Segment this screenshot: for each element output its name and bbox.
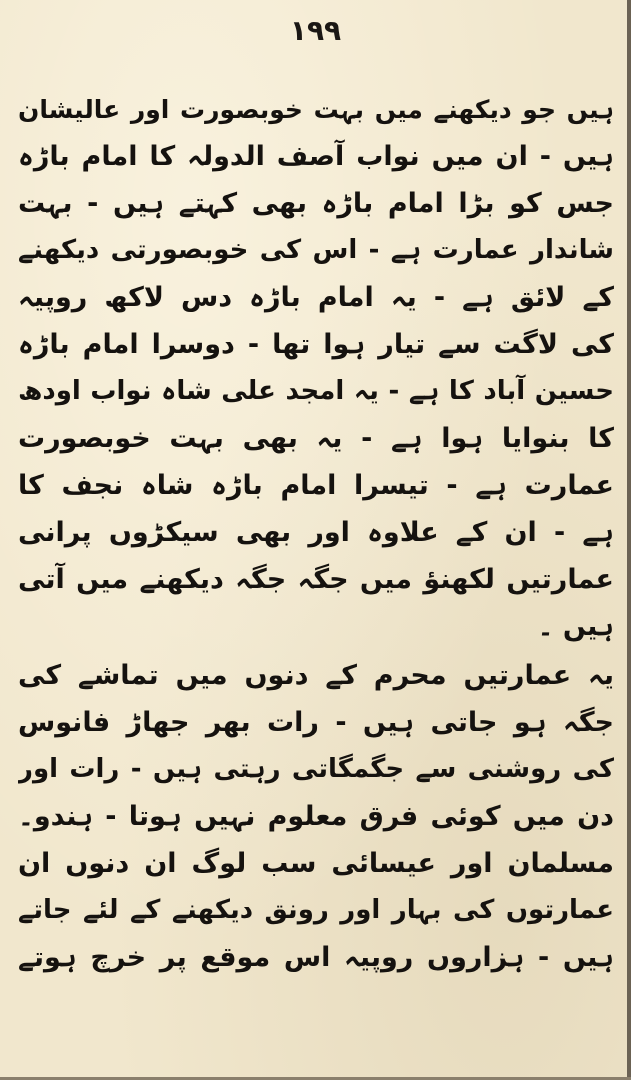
text-line: عمارتوں کی بہار اور رونق دیکھنے کے لئے جاتے	[18, 895, 614, 925]
text-line: ہیں جو دیکھنے میں بہت خوبصورت اور عالیشان	[18, 95, 614, 124]
page-body	[18, 86, 614, 981]
paragraph-1	[18, 86, 614, 650]
text-line: ہیں - ہزاروں روپیہ اس موقع پر خرچ ہوتے	[18, 942, 614, 973]
text-line: کے لائق ہے - یہ امام باڑہ دس لاکھ روپیہ	[18, 282, 614, 313]
text-line: کی روشنی سے جگمگاتی رہتی ہیں - رات اور	[18, 754, 614, 784]
text-line: ہیں ۔	[537, 611, 614, 642]
text-line: عمارت ہے - تیسرا امام باڑہ شاہ نجف کا	[18, 470, 614, 501]
text-line: کا بنوایا ہوا ہے - یہ بھی بہت خوبصورت	[18, 423, 614, 454]
text-line: ہیں - ان میں نواب آصف الدولہ کا امام باڑہ	[18, 141, 614, 172]
text-line: جگہ ہو جاتی ہیں - رات بھر جھاڑ فانوس	[18, 707, 614, 738]
text-line: شاندار عمارت ہے - اس کی خوبصورتی دیکھنے	[18, 235, 614, 265]
text-line: کی لاگت سے تیار ہوا تھا - دوسرا امام باڑہ	[18, 329, 614, 360]
page-number: ۱۹۹	[289, 14, 342, 47]
text-line: جس کو بڑا امام باڑہ بھی کہتے ہیں - بہت	[18, 188, 614, 219]
text-line: عمارتیں لکھنؤ میں جگہ جگہ دیکھنے میں آتی	[18, 564, 614, 595]
text-line: یہ عمارتیں محرم کے دنوں میں تماشے کی	[18, 660, 614, 691]
text-line: ہے - ان کے علاوہ اور بھی سیکڑوں پرانی	[18, 517, 614, 548]
text-line: مسلمان اور عیسائی سب لوگ ان دنوں ان	[18, 848, 614, 879]
text-line: دن میں کوئی فرق معلوم نہیں ہوتا - ہندو۔	[18, 801, 614, 832]
paragraph-2	[18, 652, 614, 981]
text-line: حسین آباد کا ہے - یہ امجد علی شاہ نواب اودھ	[18, 376, 614, 406]
page-edge-right	[627, 0, 631, 1080]
